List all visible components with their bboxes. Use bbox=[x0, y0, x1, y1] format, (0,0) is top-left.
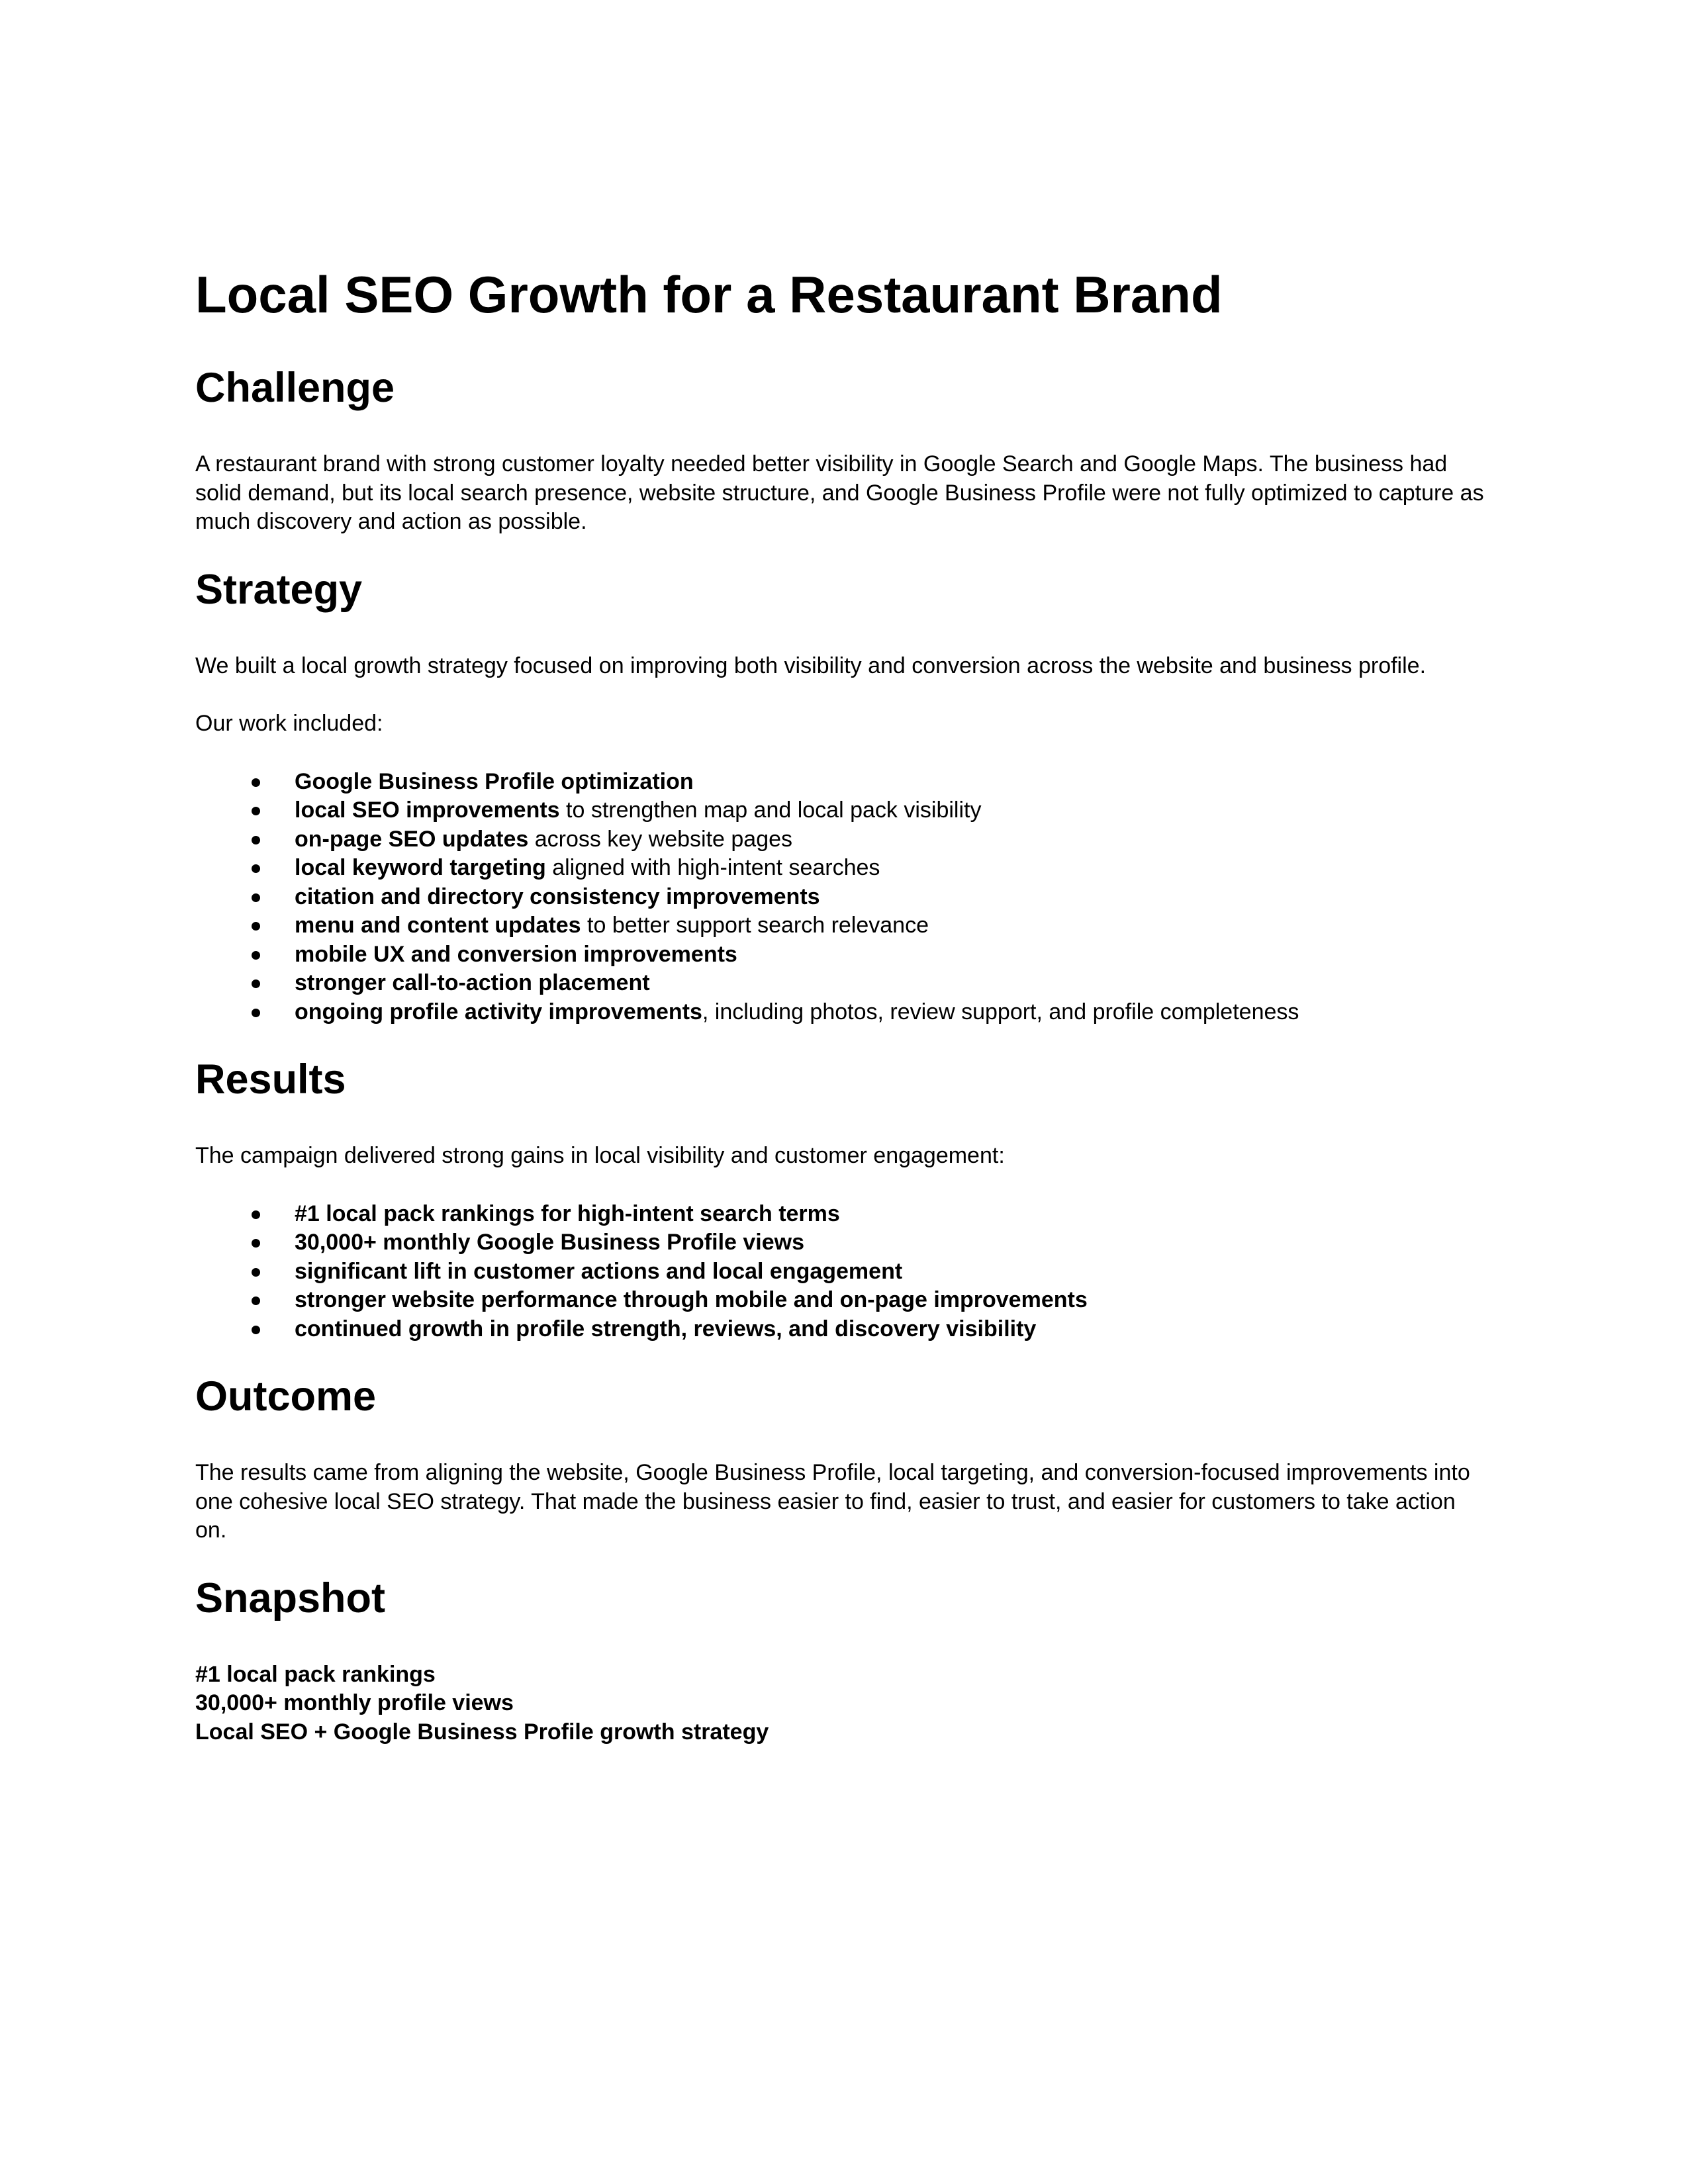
paragraph: Our work included: bbox=[195, 711, 383, 736]
bullet-rest-text: to strengthen map and local pack visibility bbox=[559, 797, 982, 823]
bullet-dot-icon bbox=[252, 1268, 260, 1277]
bullet-bold-text: local keyword targeting bbox=[295, 855, 546, 880]
bullet-bold-text: ongoing profile activity improvements bbox=[295, 999, 702, 1024]
snapshot-lines bbox=[195, 1661, 1493, 1747]
bullet-dot-icon bbox=[252, 893, 260, 902]
bullet-bold-text: citation and directory consistency improvements bbox=[295, 884, 820, 909]
bullet-dot-icon bbox=[252, 807, 260, 815]
bullet-bold-text: stronger call-to-action placement bbox=[295, 970, 650, 995]
bullet-dot-icon bbox=[252, 922, 260, 931]
bullet-bold-text: #1 local pack rankings for high-intent search terms bbox=[295, 1201, 840, 1226]
snapshot-line: #1 local pack rankings bbox=[195, 1661, 436, 1687]
bullet-dot-icon bbox=[252, 951, 260, 960]
section-heading-strategy: Strategy bbox=[195, 566, 363, 613]
bullet-dot-icon bbox=[252, 979, 260, 988]
bullet-item bbox=[195, 969, 1493, 998]
bullet-item bbox=[195, 1228, 1493, 1257]
paragraph: A restaurant brand with strong customer loyalty needed better visibility in Google Search and Google Maps. The business had solid demand, but its local search presence, website structure, and Google Business Profile were not fully optimized to capture as much discovery and action as possible. bbox=[195, 451, 1484, 534]
document-title: Local SEO Growth for a Restaurant Brand bbox=[195, 265, 1223, 324]
section-outcome bbox=[195, 1373, 1493, 1545]
section-challenge bbox=[195, 364, 1493, 537]
bullet-item bbox=[195, 940, 1493, 970]
snapshot-line: Local SEO + Google Business Profile growth strategy bbox=[195, 1719, 769, 1745]
bullet-dot-icon bbox=[252, 1210, 260, 1219]
bullet-dot-icon bbox=[252, 778, 260, 787]
bullet-dot-icon bbox=[252, 1009, 260, 1017]
section-heading-results: Results bbox=[195, 1056, 346, 1103]
bullet-dot-icon bbox=[252, 1239, 260, 1248]
bullet-list bbox=[195, 768, 1493, 1027]
bullet-dot-icon bbox=[252, 1297, 260, 1305]
bullet-bold-text: menu and content updates bbox=[295, 913, 581, 938]
bullet-dot-icon bbox=[252, 1326, 260, 1334]
bullet-item bbox=[195, 825, 1493, 854]
section-results bbox=[195, 1056, 1493, 1343]
bullet-item bbox=[195, 854, 1493, 883]
bullet-bold-text: Google Business Profile optimization bbox=[295, 768, 694, 794]
bullet-rest-text: to better support search relevance bbox=[581, 913, 929, 938]
bullet-list bbox=[195, 1200, 1493, 1344]
section-snapshot bbox=[195, 1574, 1493, 1747]
paragraph: The results came from aligning the website, Google Business Profile, local targeting, and conversion-focused improvements into one cohesive local SEO strategy. That made the business easier to find, easier to trust, and easier for customers to take action on. bbox=[195, 1460, 1470, 1543]
bullet-item bbox=[195, 796, 1493, 825]
section-heading-snapshot: Snapshot bbox=[195, 1574, 386, 1621]
bullet-item bbox=[195, 911, 1493, 940]
snapshot-line: 30,000+ monthly profile views bbox=[195, 1690, 514, 1715]
paragraph: We built a local growth strategy focused on improving both visibility and conversion across the website and business profile. bbox=[195, 653, 1427, 678]
bullet-rest-text: across key website pages bbox=[528, 826, 793, 852]
bullet-bold-text: significant lift in customer actions and local engagement bbox=[295, 1258, 903, 1284]
section-heading-challenge: Challenge bbox=[195, 365, 395, 411]
bullet-item bbox=[195, 883, 1493, 912]
bullet-dot-icon bbox=[252, 836, 260, 844]
bullet-bold-text: continued growth in profile strength, reviews, and discovery visibility bbox=[295, 1316, 1037, 1342]
bullet-item bbox=[195, 1200, 1493, 1229]
bullet-bold-text: mobile UX and conversion improvements bbox=[295, 941, 737, 967]
bullet-bold-text: local SEO improvements bbox=[295, 797, 560, 823]
bullet-rest-text: aligned with high-intent searches bbox=[545, 855, 880, 880]
bullet-dot-icon bbox=[252, 864, 260, 873]
bullet-item bbox=[195, 768, 1493, 797]
paragraph: The campaign delivered strong gains in local visibility and customer engagement: bbox=[195, 1143, 1005, 1168]
bullet-bold-text: on-page SEO updates bbox=[295, 826, 529, 852]
bullet-item bbox=[195, 1257, 1493, 1287]
bullet-bold-text: stronger website performance through mobile and on-page improvements bbox=[295, 1287, 1088, 1312]
bullet-rest-text: , including photos, review support, and profile completeness bbox=[702, 999, 1299, 1024]
document-sections bbox=[195, 364, 1493, 1747]
bullet-item bbox=[195, 1286, 1493, 1315]
section-heading-outcome: Outcome bbox=[195, 1373, 377, 1420]
section-strategy bbox=[195, 566, 1493, 1027]
bullet-bold-text: 30,000+ monthly Google Business Profile views bbox=[295, 1230, 804, 1255]
bullet-item bbox=[195, 998, 1493, 1027]
bullet-item bbox=[195, 1315, 1493, 1344]
